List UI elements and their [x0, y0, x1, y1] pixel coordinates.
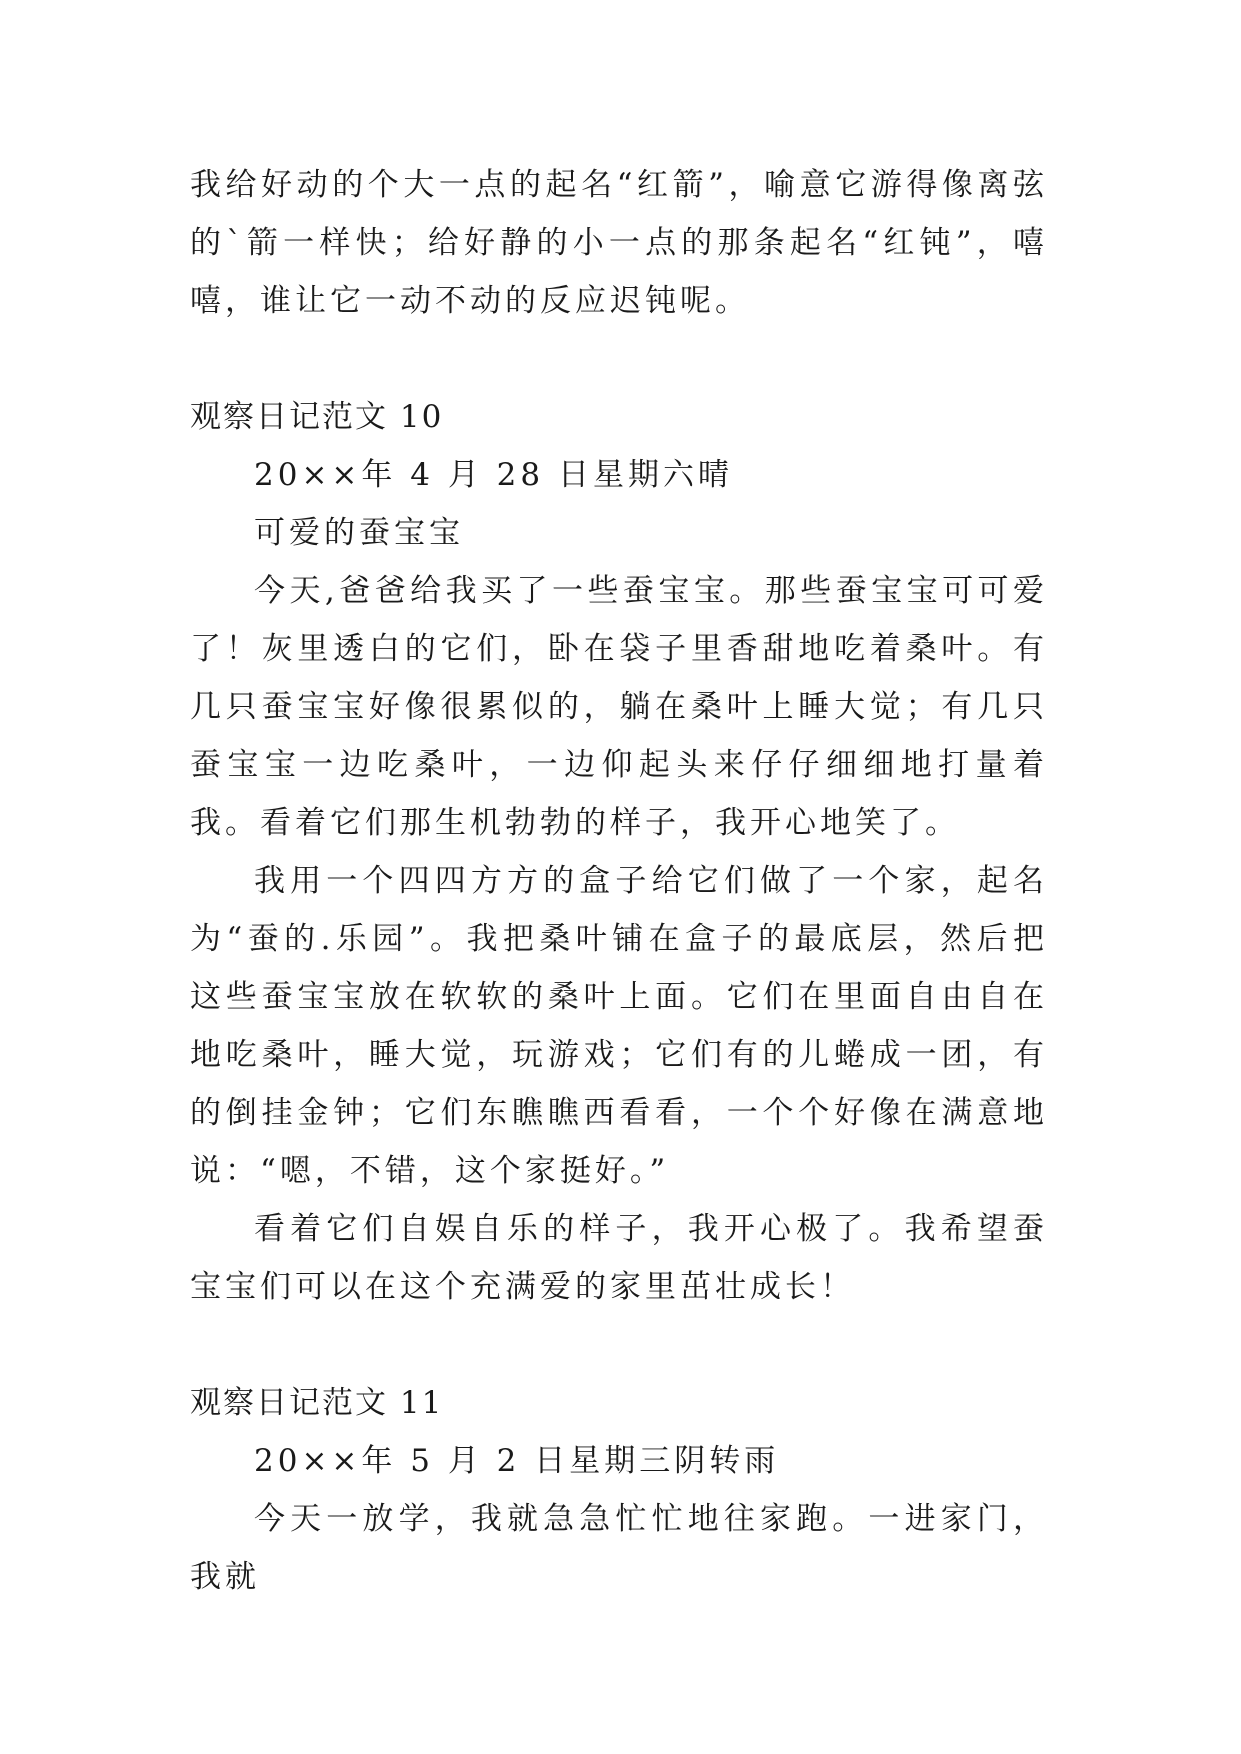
- diary-date: 20××年 5 月 2 日星期三阴转雨: [254, 1443, 780, 1479]
- section-gap: [190, 1316, 1048, 1374]
- diary-date: 20××年 4 月 28 日星期六晴: [254, 457, 733, 493]
- paragraph: 我给好动的个大一点的起名“红箭”，喻意它游得像离弦的`箭一样快；给好静的小一点的那条起名“红钝”，嘻嘻，谁让它一动不动的反应迟钝呢。: [190, 167, 1048, 319]
- paragraph: 今天一放学，我就急急忙忙地往家跑。一进家门，我就: [190, 1501, 1048, 1595]
- document-body: [190, 156, 1048, 1606]
- section-heading-10: 观察日记范文 10: [190, 399, 444, 435]
- paragraph: 看着它们自娱自乐的样子，我开心极了。我希望蚕宝宝们可以在这个充满爱的家里茁壮成长！: [190, 1211, 1048, 1305]
- diary-title: 可爱的蚕宝宝: [254, 515, 464, 551]
- section-heading-11: 观察日记范文 11: [190, 1385, 444, 1421]
- paragraph: 我用一个四四方方的盒子给它们做了一个家，起名为“蚕的.乐园”。我把桑叶铺在盒子的最底层，然后把这些蚕宝宝放在软软的桑叶上面。它们在里面自由自在地吃桑叶，睡大觉，玩游戏；它们有的儿蜷成一团，有的倒挂金钟；它们东瞧瞧西看看，一个个好像在满意地说：“嗯，不错，这个家挺好。”: [190, 863, 1048, 1189]
- section-gap: [190, 330, 1048, 388]
- paragraph: 今天,爸爸给我买了一些蚕宝宝。那些蚕宝宝可可爱了！灰里透白的它们，卧在袋子里香甜地吃着桑叶。有几只蚕宝宝好像很累似的，躺在桑叶上睡大觉；有几只蚕宝宝一边吃桑叶，一边仰起头来仔仔细细地打量着我。看着它们那生机勃勃的样子，我开心地笑了。: [190, 573, 1048, 841]
